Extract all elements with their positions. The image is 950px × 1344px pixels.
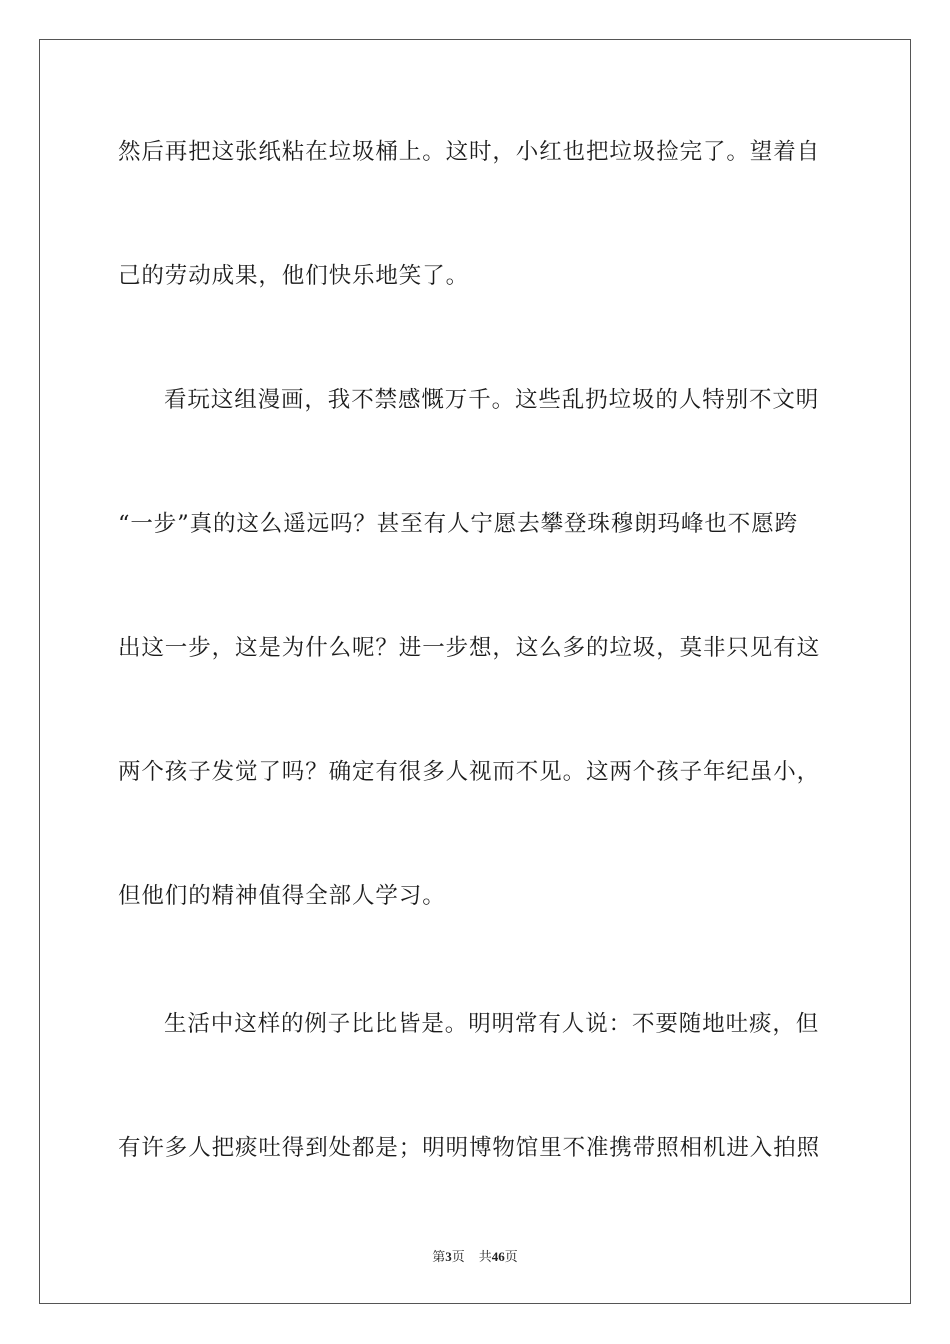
text-line: 但他们的精神值得全部人学习。 — [118, 883, 446, 909]
text-line: 两个孩子发觉了吗？确定有很多人视而不见。这两个孩子年纪虽小， — [118, 759, 821, 785]
text-line: 出这一步，这是为什么呢？进一步想，这么多的垃圾，莫非只见有这 — [118, 635, 821, 661]
current-page-number: 3 — [445, 1249, 452, 1264]
paragraph-start-line: 生活中这样的例子比比皆是。明明常有人说：不要随地吐痰，但 — [164, 1011, 820, 1037]
text-line: 然后再把这张纸粘在垃圾桶上。这时，小红也把垃圾捡完了。望着自 — [118, 139, 821, 165]
total-page-count: 46 — [491, 1249, 505, 1264]
paragraph-start-line: 看玩这组漫画，我不禁感慨万千。这些乱扔垃圾的人特别不文明 — [164, 387, 820, 413]
text-line: 己的劳动成果，他们快乐地笑了。 — [118, 263, 470, 289]
total-prefix: 共 — [478, 1249, 492, 1264]
page-suffix: 页 — [451, 1249, 465, 1264]
total-suffix: 页 — [504, 1249, 518, 1264]
page-footer — [0, 1248, 950, 1266]
text-line: 有许多人把痰吐得到处都是；明明博物馆里不准携带照相机进入拍照 — [118, 1135, 821, 1161]
text-line: “一步”真的这么遥远吗？甚至有人宁愿去攀登珠穆朗玛峰也不愿跨 — [118, 511, 799, 537]
page-prefix: 第 — [432, 1249, 446, 1264]
page-border — [39, 39, 911, 1304]
